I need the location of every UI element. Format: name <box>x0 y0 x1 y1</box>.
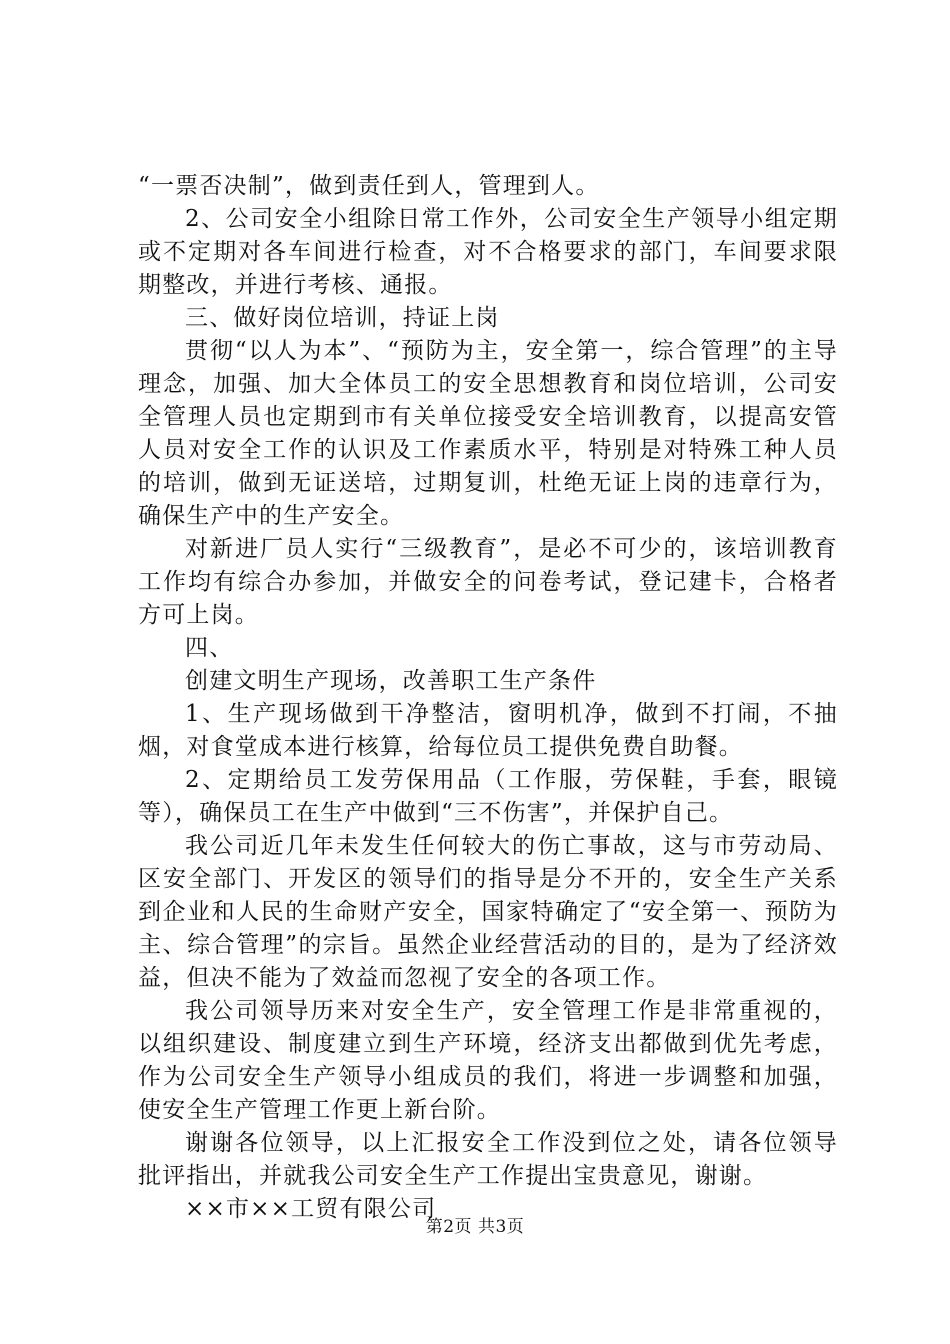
paragraph-5: 对新进厂员人实行“三级教育”，是必不可少的，该培训教育工作均有综合办参加，并做安全的问卷考试，登记建卡，合格者方可上岗。 <box>138 536 838 628</box>
section-number-4: 四、 <box>185 635 234 661</box>
paragraph-9: 2、定期给员工发劳保用品（工作服，劳保鞋，手套，眼镜等），确保员工在生产中做到“三不伤害”，并保护自己。 <box>138 767 838 826</box>
page-number: 第2页 共3页 <box>425 1217 525 1237</box>
document-body <box>138 170 838 1226</box>
paragraph-10: 我公司近几年未发生任何较大的伤亡事故，这与市劳动局、区安全部门、开发区的领导们的指导是分不开的，安全生产关系到企业和人民的生命财产安全，国家特确定了“安全第一、预防为主、综合管理”的宗旨。虽然企业经营活动的目的，是为了经济效益，但决不能为了效益而忽视了安全的各项工作。 <box>138 833 838 991</box>
paragraph-4: 贯彻“以人为本”、“预防为主，安全第一，综合管理”的主导理念，加强、加大全体员工的安全思想教育和岗位培训，公司安全管理人员也定期到市有关单位接受安全培训教育，以提高安管人员对安全工作的认识及工作素质水平，特别是对特殊工种人员的培训，做到无证送培，过期复训，杜绝无证上岗的违章行为，确保生产中的生产安全。 <box>138 338 838 529</box>
paragraph-11: 我公司领导历来对安全生产，安全管理工作是非常重视的，以组织建设、制度建立到生产环境，经济支出都做到优先考虑，作为公司安全生产领导小组成员的我们，将进一步调整和加强，使安全生产管理工作更上新台阶。 <box>138 998 838 1123</box>
paragraph-2: 2、公司安全小组除日常工作外，公司安全生产领导小组定期或不定期对各车间进行检查，对不合格要求的部门，车间要求限期整改，并进行考核、通报。 <box>138 206 838 298</box>
section-heading-3: 三、做好岗位培训，持证上岗 <box>185 305 500 331</box>
paragraph-8: 1、生产现场做到干净整洁，窗明机净，做到不打闹，不抽烟，对食堂成本进行核算，给每位员工提供免费自助餐。 <box>138 701 838 760</box>
company-signature: ××市××工贸有限公司 <box>185 1196 437 1222</box>
page-footer <box>0 1216 950 1238</box>
paragraph-12: 谢谢各位领导，以上汇报安全工作没到位之处，请各位领导批评指出，并就我公司安全生产工作提出宝贵意见，谢谢。 <box>138 1130 838 1189</box>
section-heading-4: 创建文明生产现场，改善职工生产条件 <box>185 668 597 694</box>
paragraph-1: “一票否决制”，做到责任到人，管理到人。 <box>138 173 600 199</box>
